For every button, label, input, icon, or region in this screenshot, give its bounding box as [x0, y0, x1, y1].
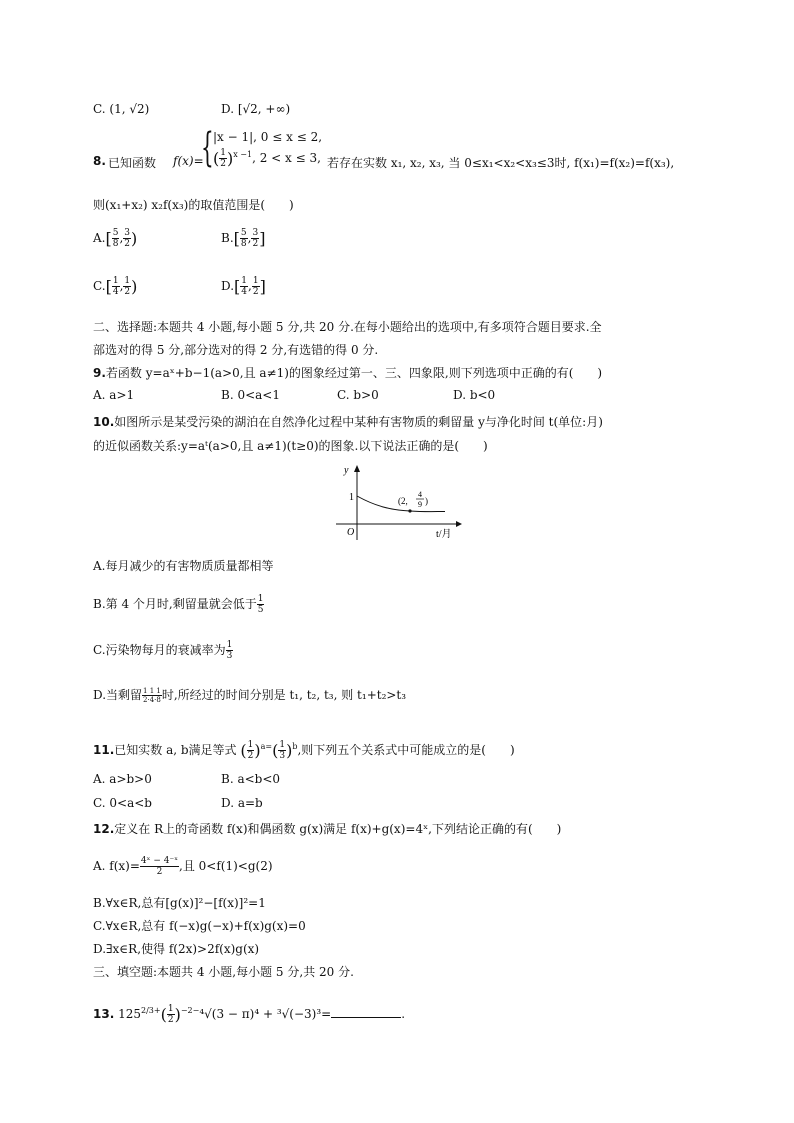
q12-stem: 12.定义在 R上的奇函数 f(x)和偶函数 g(x)满足 f(x)+g(x)=4ˣ,下列结论正确的有( ) — [93, 822, 562, 836]
q12-option-b: B.∀x∈R,总有[g(x)]²−[f(x)]²=1 — [93, 896, 266, 910]
section2-line2: 部选对的得 5 分,部分选对的得 2 分,有选错的得 0 分. — [93, 343, 379, 357]
q11-option-b: B. a<b<0 — [221, 772, 281, 786]
q8-option-c: C.[ $\frac{1}{4}$ , $\frac{1}{2}$ ) — [93, 276, 138, 297]
q13-answer-blank[interactable] — [331, 1007, 401, 1018]
q10-option-b: B.第 4 个月时,剩留量就会低于 $\frac{1}{5}$ — [93, 594, 264, 615]
q10-option-d: D.当剩留 $\frac{1 1 1}{2\cdot 4\cdot 8}$ 时,所经过的时间分别是 t₁, t₂, t₃, 则 t₁+t₂>t₃ — [93, 687, 407, 704]
q10-line2: 的近似函数关系:y=aᵗ(a>0,且 a≠1)(t≥0)的图象.以下说法正确的是( ) — [93, 439, 488, 453]
q12-option-c: C.∀x∈R,总有 f(−x)g(−x)+f(x)g(x)=0 — [93, 919, 306, 933]
x-label: t/月 — [436, 529, 452, 540]
point-label-den: 9 — [418, 500, 422, 509]
q8-condition: 若存在实数 x₁, x₂, x₃, 当 0≤x₁<x₂<x₃≤3时, f(x₁)=f(x₂)=f(x₃), — [327, 156, 675, 170]
y-label: y — [344, 465, 349, 476]
q8-line2: 则(x₁+x₂) x₂f(x₃)的取值范围是( ) — [93, 198, 294, 212]
q8-option-d: D.[ $\frac{1}{4}$ , $\frac{1}{2}$ ] — [221, 276, 266, 297]
one-label: 1 — [349, 492, 354, 503]
q11-stem: 11.已知实数 a, b满足等式 ( $\frac{1}{2}$ )$^{a=}$( $\frac{1}{3}$ )$^b$,则下列五个关系式中可能成立的是( ) — [93, 740, 515, 761]
q9-option-d: D. b<0 — [453, 388, 496, 402]
q10-option-a: A.每月减少的有害物质质量都相等 — [93, 559, 274, 573]
q11-option-d: D. a=b — [221, 796, 263, 810]
point-label-post: ) — [425, 496, 428, 506]
q12-option-d: D.∃x∈R,使得 f(2x)>2f(x)g(x) — [93, 942, 260, 956]
q7-option-c: C. (1, √2) — [93, 102, 150, 116]
q9-option-c: C. b>0 — [337, 388, 379, 402]
q10-option-c: C.污染物每月的衰减率为 $\frac{1}{3}$ — [93, 640, 233, 661]
section2-line1: 二、选择题:本题共 4 小题,每小题 5 分,共 20 分.在每小题给出的选项中,有多项符合题目要求.全 — [93, 320, 602, 334]
q8-fx: f(x)= — [173, 154, 204, 168]
q7-option-d: D. [√2, +∞) — [221, 102, 291, 116]
q9-stem: 9.若函数 y=aˣ+b−1(a>0,且 a≠1)的图象经过第一、三、四象限,则下列选项中正确的有( ) — [93, 366, 603, 380]
q8-option-b: B.[ $\frac{5}{8}$ , $\frac{3}{2}$ ] — [221, 228, 266, 249]
q11-option-a: A. a>b>0 — [93, 772, 152, 786]
q12-option-a: A. f(x)= $\frac{\text{4ˣ − 4⁻ˣ}}{2}$ ,且 0<f(1)<g(2) — [93, 856, 273, 877]
q8-lead: 已知函数 — [108, 156, 157, 170]
q9-option-b: B. 0<a<1 — [221, 388, 280, 402]
point-2-4-9 — [408, 509, 411, 512]
q11-option-c: C. 0<a<b — [93, 796, 152, 810]
q8-number: 8. — [93, 154, 106, 168]
point-label-pre: (2, — [398, 496, 408, 506]
y-axis-arrow — [354, 465, 360, 472]
x-axis-arrow — [456, 521, 462, 527]
origin-label: O — [347, 527, 355, 538]
point-label-num: 4 — [418, 490, 422, 499]
q9-option-a: A. a>1 — [93, 388, 135, 402]
q8-case2: ( $\frac{1}{2}$ )$^{x -1}$, 2 < x ≤ 3, — [213, 148, 321, 169]
q10-decay-graph — [330, 460, 470, 542]
q8-option-a: A.[ $\frac{5}{8}$ , $\frac{3}{2}$ ) — [93, 228, 138, 249]
q8-case1: |x − 1|, 0 ≤ x ≤ 2, — [213, 130, 323, 144]
section3-heading: 三、填空题:本题共 4 小题,每小题 5 分,共 20 分. — [93, 965, 354, 979]
q8-brace: { — [201, 125, 214, 171]
q10-line1: 10.如图所示是某受污染的湖泊在自然净化过程中某种有害物质的剩留量 y与净化时间 t(单位:月) — [93, 415, 603, 429]
q13-stem: 13. $125^{2/3+}$( $\frac{1}{2}$ )$^{-2-}$⁴√(3 − π)⁴ + ³√(−3)³= . — [93, 1004, 406, 1025]
